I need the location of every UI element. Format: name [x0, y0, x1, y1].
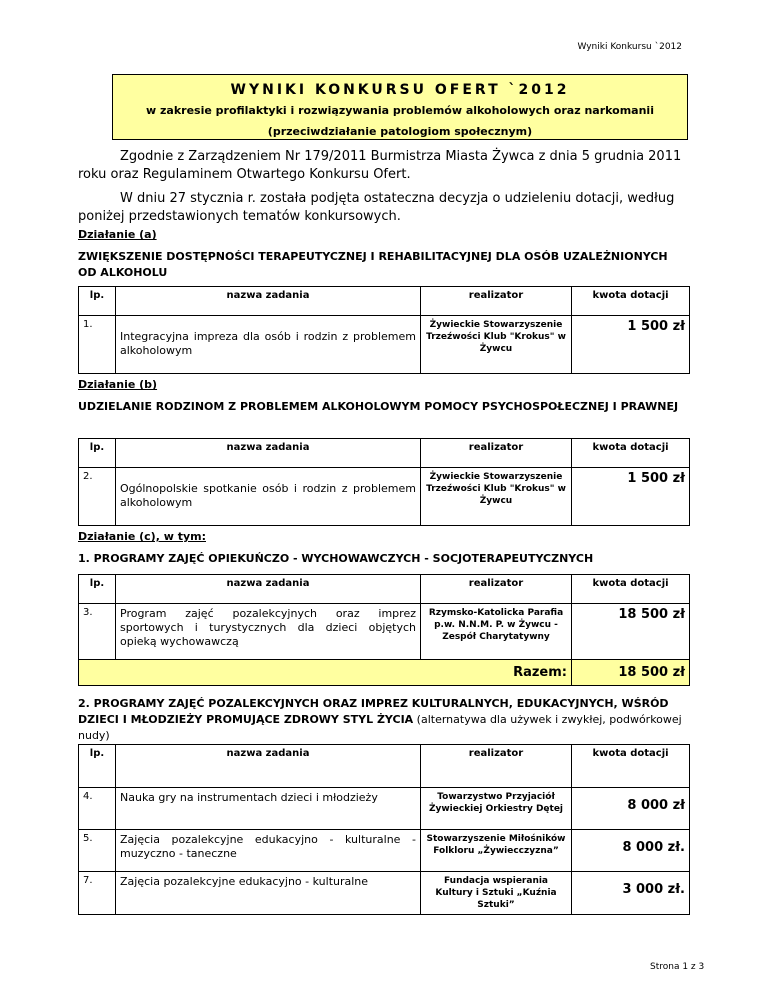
- col-name: nazwa zadania: [116, 575, 421, 604]
- page-subtitle: w zakresie profilaktyki i rozwiązywania problemów alkoholowych oraz narkomanii: [146, 104, 654, 117]
- total-row: [79, 660, 690, 686]
- col-realizator: realizator: [421, 287, 572, 316]
- row-kwota: 18 500 zł: [572, 604, 690, 660]
- row-lp: 5.: [79, 830, 116, 872]
- intro-paragraph-2: W dniu 27 stycznia r. została podjęta ostateczna decyzja o udzieleniu dotacji, według poniżej przedstawionych tematów konkursowych.: [78, 191, 675, 224]
- row-lp: 4.: [79, 788, 116, 830]
- col-lp: lp.: [79, 439, 116, 468]
- row-lp: 3.: [79, 604, 116, 660]
- total-label: Razem:: [79, 660, 572, 686]
- row-realizator: Stowarzyszenie Miłośników Folkloru „Żywiecczyzna”: [421, 830, 572, 872]
- row-name: Zajęcia pozalekcyjne edukacyjno - kulturalne: [116, 872, 421, 915]
- intro-paragraph-1: Zgodnie z Zarządzeniem Nr 179/2011 Burmistrza Miasta Żywca z dnia 5 grudnia 2011 roku oraz Regulaminem Otwartego Konkursu Ofert.: [78, 149, 682, 182]
- col-kwota: kwota dotacji: [572, 439, 690, 468]
- col-realizator: realizator: [421, 745, 572, 788]
- section-a-table: [78, 286, 690, 374]
- section-c-table: [78, 574, 690, 686]
- col-lp: lp.: [79, 287, 116, 316]
- title-box: [112, 74, 688, 140]
- row-name: Ogólnopolskie spotkanie osób i rodzin z problemem alkoholowym: [116, 468, 421, 526]
- col-name: nazwa zadania: [116, 287, 421, 316]
- section-a-category: ZWIĘKSZENIE DOSTĘPNOŚCI TERAPEUTYCZNEJ I REHABILITACYJNEJ DLA OSÓB UZALEŻNIONYCH OD ALKOHOLU: [78, 250, 668, 279]
- page-number: Strona 1 z 3: [650, 962, 705, 972]
- row-name: Program zajęć pozalekcyjnych oraz imprez sportowych i turystycznych dla dzieci objętych opieką wychowawczą: [116, 604, 421, 660]
- total-value: 18 500 zł: [572, 660, 690, 686]
- section-c2-category-rest: (alternatywa dla używek i zwykłej, podwórkowej nudy): [78, 713, 682, 742]
- col-realizator: realizator: [421, 575, 572, 604]
- row-name: Integracyjna impreza dla osób i rodzin z problemem alkoholowym: [116, 316, 421, 374]
- section-a-label: Działanie (a): [78, 228, 157, 241]
- col-kwota: kwota dotacji: [572, 745, 690, 788]
- section-c-category: 1. PROGRAMY ZAJĘĆ OPIEKUŃCZO - WYCHOWAWCZYCH - SOCJOTERAPEUTYCZNYCH: [78, 552, 594, 565]
- section-c2-category: [78, 696, 688, 744]
- row-lp: 1.: [79, 316, 116, 374]
- table-header-row: [79, 745, 690, 788]
- section-b-category: UDZIELANIE RODZINOM Z PROBLEMEM ALKOHOLOWYM POMOCY PSYCHOSPOŁECZNEJ I PRAWNEJ: [78, 400, 679, 413]
- row-realizator: Żywieckie Stowarzyszenie Trzeźwości Klub "Krokus" w Żywcu: [421, 316, 572, 374]
- col-kwota: kwota dotacji: [572, 287, 690, 316]
- table-row: [79, 788, 690, 830]
- row-lp: 2.: [79, 468, 116, 526]
- row-kwota: 1 500 zł: [572, 316, 690, 374]
- row-realizator: Rzymsko-Katolicka Parafia p.w. N.N.M. P. w Żywcu - Zespół Charytatywny: [421, 604, 572, 660]
- col-name: nazwa zadania: [116, 439, 421, 468]
- table-header-row: [79, 439, 690, 468]
- row-kwota: 1 500 zł: [572, 468, 690, 526]
- section-b-label: Działanie (b): [78, 378, 158, 391]
- col-lp: lp.: [79, 745, 116, 788]
- col-kwota: kwota dotacji: [572, 575, 690, 604]
- row-lp: 7.: [79, 872, 116, 915]
- table-row: [79, 604, 690, 660]
- table-row: [79, 316, 690, 374]
- section-b-table: [78, 438, 690, 526]
- row-name: Nauka gry na instrumentach dzieci i młodzieży: [116, 788, 421, 830]
- row-kwota: 8 000 zł.: [572, 830, 690, 872]
- running-header: Wyniki Konkursu `2012: [577, 42, 682, 52]
- row-kwota: 8 000 zł: [572, 788, 690, 830]
- table-row: [79, 872, 690, 915]
- col-realizator: realizator: [421, 439, 572, 468]
- section-c-label: Działanie (c), w tym:: [78, 530, 206, 543]
- col-lp: lp.: [79, 575, 116, 604]
- page-subtitle-2: (przeciwdziałanie patologiom społecznym): [267, 125, 533, 138]
- table-header-row: [79, 287, 690, 316]
- table-header-row: [79, 575, 690, 604]
- section-c2-category-bold: 2. PROGRAMY ZAJĘĆ POZALEKCYJNYCH ORAZ IMPREZ KULTURALNYCH, EDUKACYJNYCH, WŚRÓD DZIECI I MŁODZIEŻY PROMUJĄCE ZDROWY STYL ŻYCIA: [78, 697, 669, 726]
- page-title: WYNIKI KONKURSU OFERT `2012: [230, 82, 570, 98]
- table-row: [79, 468, 690, 526]
- row-name: Zajęcia pozalekcyjne edukacyjno - kulturalne - muzyczno - taneczne: [116, 830, 421, 872]
- table-row: [79, 830, 690, 872]
- row-kwota: 3 000 zł.: [572, 872, 690, 915]
- row-realizator: Towarzystwo Przyjaciół Żywieckiej Orkiestry Dętej: [421, 788, 572, 830]
- col-name: nazwa zadania: [116, 745, 421, 788]
- row-realizator: Żywieckie Stowarzyszenie Trzeźwości Klub "Krokus" w Żywcu: [421, 468, 572, 526]
- section-c2-table: [78, 744, 690, 915]
- row-realizator: Fundacja wspierania Kultury i Sztuki „Kuźnia Sztuki”: [421, 872, 572, 915]
